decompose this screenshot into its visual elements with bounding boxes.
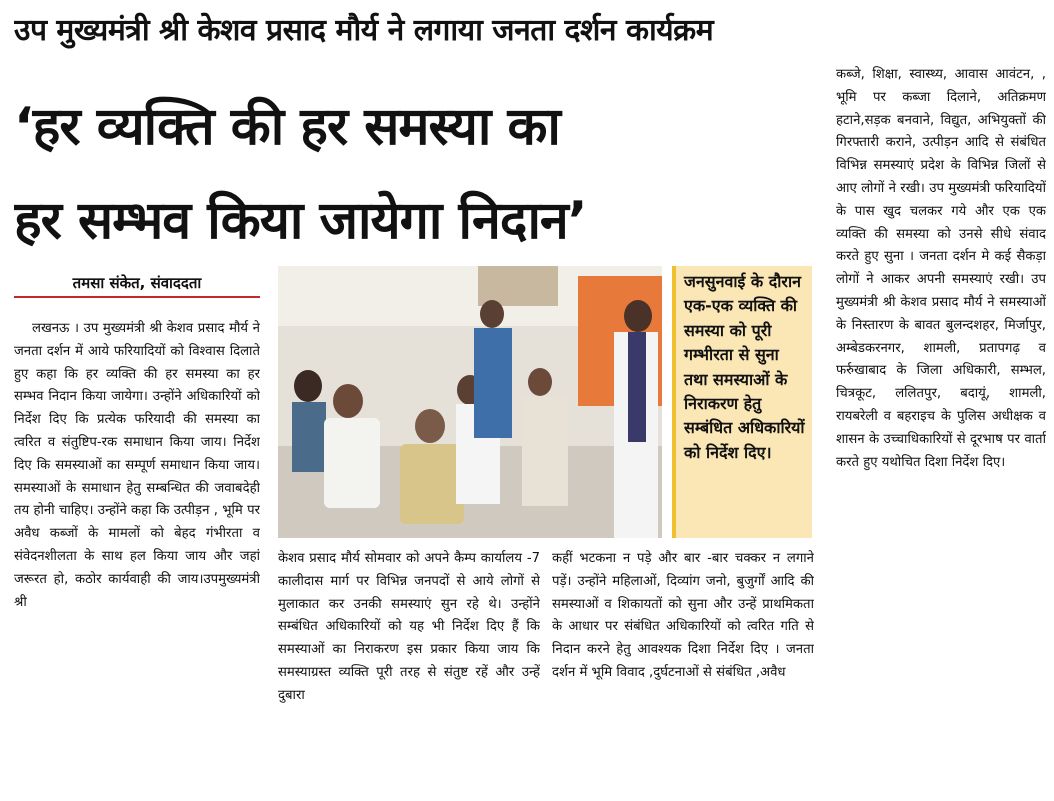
headline-line-2: हर सम्भव किया जायेगा निदान’ bbox=[14, 191, 587, 251]
main-headline bbox=[14, 80, 824, 268]
article-column-4: कब्जे, शिक्षा, स्वास्थ्य, आवास आवंटन, , भूमि पर कब्जा दिलाने, अतिक्रमण हटाने,सड़क बनवाने, विद्युत, अभियुक्तों की गिरफ्तारी कराने, उत्पीड़न आदि से संबंधित विभिन्न समस्याएं प्रदेश के विभिन्न जिलों से आए लोगों ने रखी। उप मुख्यमंत्री फरियादियों के पास खुद चलकर गये और एक एक व्यक्ति की समस्या को उनसे सीधे संवाद करते हुए सुना । जनता दर्शन मे कई सैकड़ा लोगों ने आकर अपनी समस्याएं रखी। उप मुख्यमंत्री श्री केशव प्रसाद मौर्य ने समस्याओं के निस्तारण के बावत बुलन्दशहर, मिर्जापुर, अम्बेडकरनगर, शामली, प्रतापगढ़ व फर्रुखाबाद के जिला अधिकारी, सम्भल, चित्रकूट, ललितपुर, बदायूं, शामली, रायबरेली व बहराइच के पुलिस अधीक्षक व शासन के उच्चाधिकारियों से दूरभाष पर वार्ता करते हुए यथोचित दिशा निर्देश दिए। bbox=[836, 67, 1046, 470]
news-photo-illustration bbox=[278, 266, 662, 538]
headline-line-1: ‘हर व्यक्ति की हर समस्या का bbox=[14, 97, 560, 157]
kicker-headline: उप मुख्यमंत्री श्री केशव प्रसाद मौर्य ने लगाया जनता दर्शन कार्यक्रम bbox=[14, 13, 714, 48]
news-photo bbox=[278, 266, 662, 538]
byline: तमसा संकेत, संवाददता bbox=[14, 270, 260, 298]
article-column-1: लखनऊ । उप मुख्यमंत्री श्री केशव प्रसाद मौर्य ने जनता दर्शन में आये फरियादियों को विश्वास दिलाते हुए कहा कि हर व्यक्ति की हर समस्या का हर सम्भव निदान किया जायेगा। उन्होंने अधिकारियों को निर्देश दिए कि प्रत्येक फरियादी की समस्या का त्वरित व संतुष्टिप-रक समाधान किया जाय। निर्देश दिए कि समस्याओं का सम्पूर्ण समाधान किया जाय। समस्याओं के समाधान हेतु सम्बन्धित की जवाबदेही तय होनी चाहिए। उन्होंने कहा कि उत्पीड़न , भूमि पर अवैध कब्जों के मामलों को बेहद गंभीरता व संवेदनशीलता के साथ हल किया जाय और जहां जरूरत हो, कठोर कार्यवाही की जाय।उपमुख्यमंत्री श्री bbox=[14, 321, 260, 610]
photo-caption: जनसुनवाई के दौरान एक-एक व्यक्ति की समस्या को पूरी गम्भीरता से सुना तथा समस्याओं के निराकरण हेतु सम्बंधित अधिकारियों को निर्देश दिए। bbox=[672, 266, 812, 538]
article-column-3: कहीं भटकना न पड़े और बार -बार चक्कर न लगाने पड़ें। उन्होंने महिलाओं, दिव्यांग जनो, बुजुर्गों आदि की समस्याओं व शिकायतों को सुना और उन्हें प्राथमिकता के आधार पर संबंधित अधिकारियों को त्वरित गति से निदान करने हेतु आवश्यक दिशा निर्देश दिए । जनता दर्शन में भूमि विवाद ,दुर्घटनाओं से संबंधित ,अवैध bbox=[552, 551, 814, 680]
article-column-2: केशव प्रसाद मौर्य सोमवार को अपने कैम्प कार्यालय -7 कालीदास मार्ग पर विभिन्न जनपदों से आये लोगों से मुलाकात कर उनकी समस्याएं सुन रहे थे। उन्होंने सम्बंधित अधिकारियों को यह भी निर्देश दिए हैं कि समस्याओं का निराकरण इस प्रकार किया जाय कि समस्याग्रस्त व्यक्ति पूरी तरह से संतुष्ट रहें और उन्हें दुबारा bbox=[278, 551, 540, 703]
